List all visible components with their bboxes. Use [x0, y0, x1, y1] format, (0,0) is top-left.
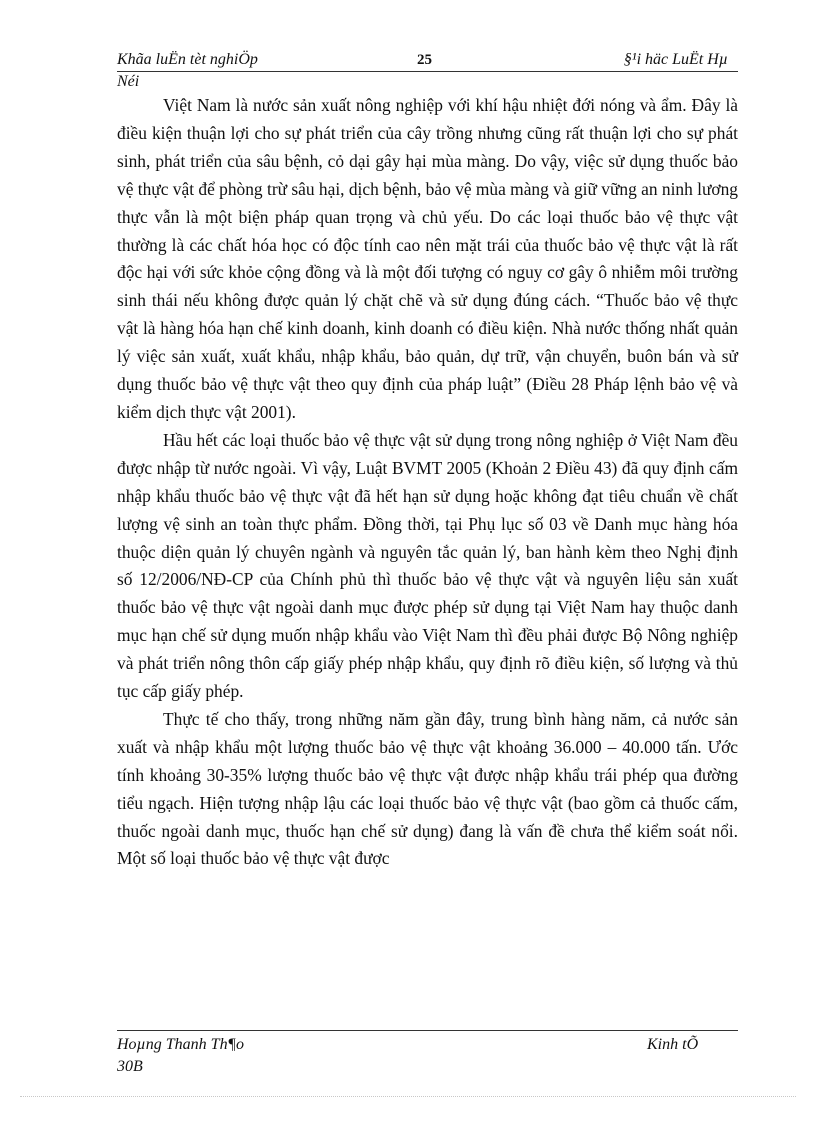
header-university: §¹i häc LuËt Hµ — [623, 51, 728, 68]
page-boundary — [20, 1096, 796, 1097]
page-number: 25 — [417, 52, 432, 68]
paragraph: Việt Nam là nước sản xuất nông nghiệp với khí hậu nhiệt đới nóng và ẩm. Đây là điều kiện thuận lợi cho sự phát triển của cây trồng nhưng cũng rất thuận lợi cho sự phát sinh, phát triển của sâu bệnh, cỏ dại gây hại mùa màng. Do vậy, việc sử dụng thuốc bảo vệ thực vật để phòng trừ sâu hại, dịch bệnh, bảo vệ mùa màng và giữ vững an ninh lương thực vẫn là một biện pháp quan trọng và chủ yếu. Do các loại thuốc bảo vệ thực vật thường là các chất hóa học có độc tính cao nên mặt trái của thuốc bảo vệ thực vật là rất độc hại với sức khỏe cộng đồng và là một đối tượng có nguy cơ gây ô nhiễm môi trường sinh thái nếu không được quản lý chặt chẽ và sử dụng đúng cách. “Thuốc bảo vệ thực vật là hàng hóa hạn chế kinh doanh, kinh doanh có điều kiện. Nhà nước thống nhất quản lý việc sản xuất, xuất khẩu, nhập khẩu, bảo quản, dự trữ, vận chuyển, buôn bán và sử dụng thuốc bảo vệ thực vật theo quy định của pháp luật” (Điều 28 Pháp lệnh bảo vệ và kiểm dịch thực vật 2001). — [117, 95, 738, 422]
footer-author: Hoµng Thanh Th¶o — [117, 1036, 244, 1053]
footer-divider — [117, 1030, 738, 1031]
header-divider — [117, 71, 738, 72]
paragraph: Thực tế cho thấy, trong những năm gần đây, trung bình hàng năm, cả nước sản xuất và nhập khẩu một lượng thuốc bảo vệ thực vật khoảng 36.000 – 40.000 tấn. Ước tính khoảng 30-35% lượng thuốc bảo vệ thực vật được nhập khẩu trái phép qua đường tiểu ngạch. Hiện tượng nhập lậu các loại thuốc bảo vệ thực vật (bao gồm cả thuốc cấm, thuốc ngoài danh mục, thuốc hạn chế sử dụng) đang là vấn đề chưa thể kiểm soát nổi. Một số loại thuốc bảo vệ thực vật được — [117, 708, 738, 869]
page-header — [117, 50, 738, 72]
paragraph: Hầu hết các loại thuốc bảo vệ thực vật sử dụng trong nông nghiệp ở Việt Nam đều được nhập từ nước ngoài. Vì vậy, Luật BVMT 2005 (Khoản 2 Điều 43) đã quy định cấm nhập khẩu thuốc bảo vệ thực vật đã hết hạn sử dụng hoặc không đạt tiêu chuẩn về chất lượng vệ sinh an toàn thực phẩm. Đồng thời, tại Phụ lục số 03 về Danh mục hàng hóa thuộc diện quản lý chuyên ngành và nguyên tắc quản lý, ban hành kèm theo Nghị định số 12/2006/NĐ-CP của Chính phủ thì thuốc bảo vệ thực vật và nguyên liệu sản xuất thuốc bảo vệ thực vật ngoài danh mục được phép sử dụng tại Việt Nam hay thuộc danh mục hạn chế sử dụng muốn nhập khẩu vào Việt Nam thì đều phải được Bộ Nông nghiệp và phát triển nông thôn cấp giấy phép nhập khẩu, quy định rõ điều kiện, số lượng và thủ tục cấp giấy phép. — [117, 429, 738, 702]
footer-class: Kinh tÕ — [647, 1036, 699, 1053]
document-body — [117, 92, 738, 873]
header-university-continuation: Néi — [117, 73, 140, 90]
header-thesis-title: Khãa luËn tèt nghiÖp — [117, 51, 258, 68]
footer-class-number: 30B — [117, 1058, 143, 1075]
